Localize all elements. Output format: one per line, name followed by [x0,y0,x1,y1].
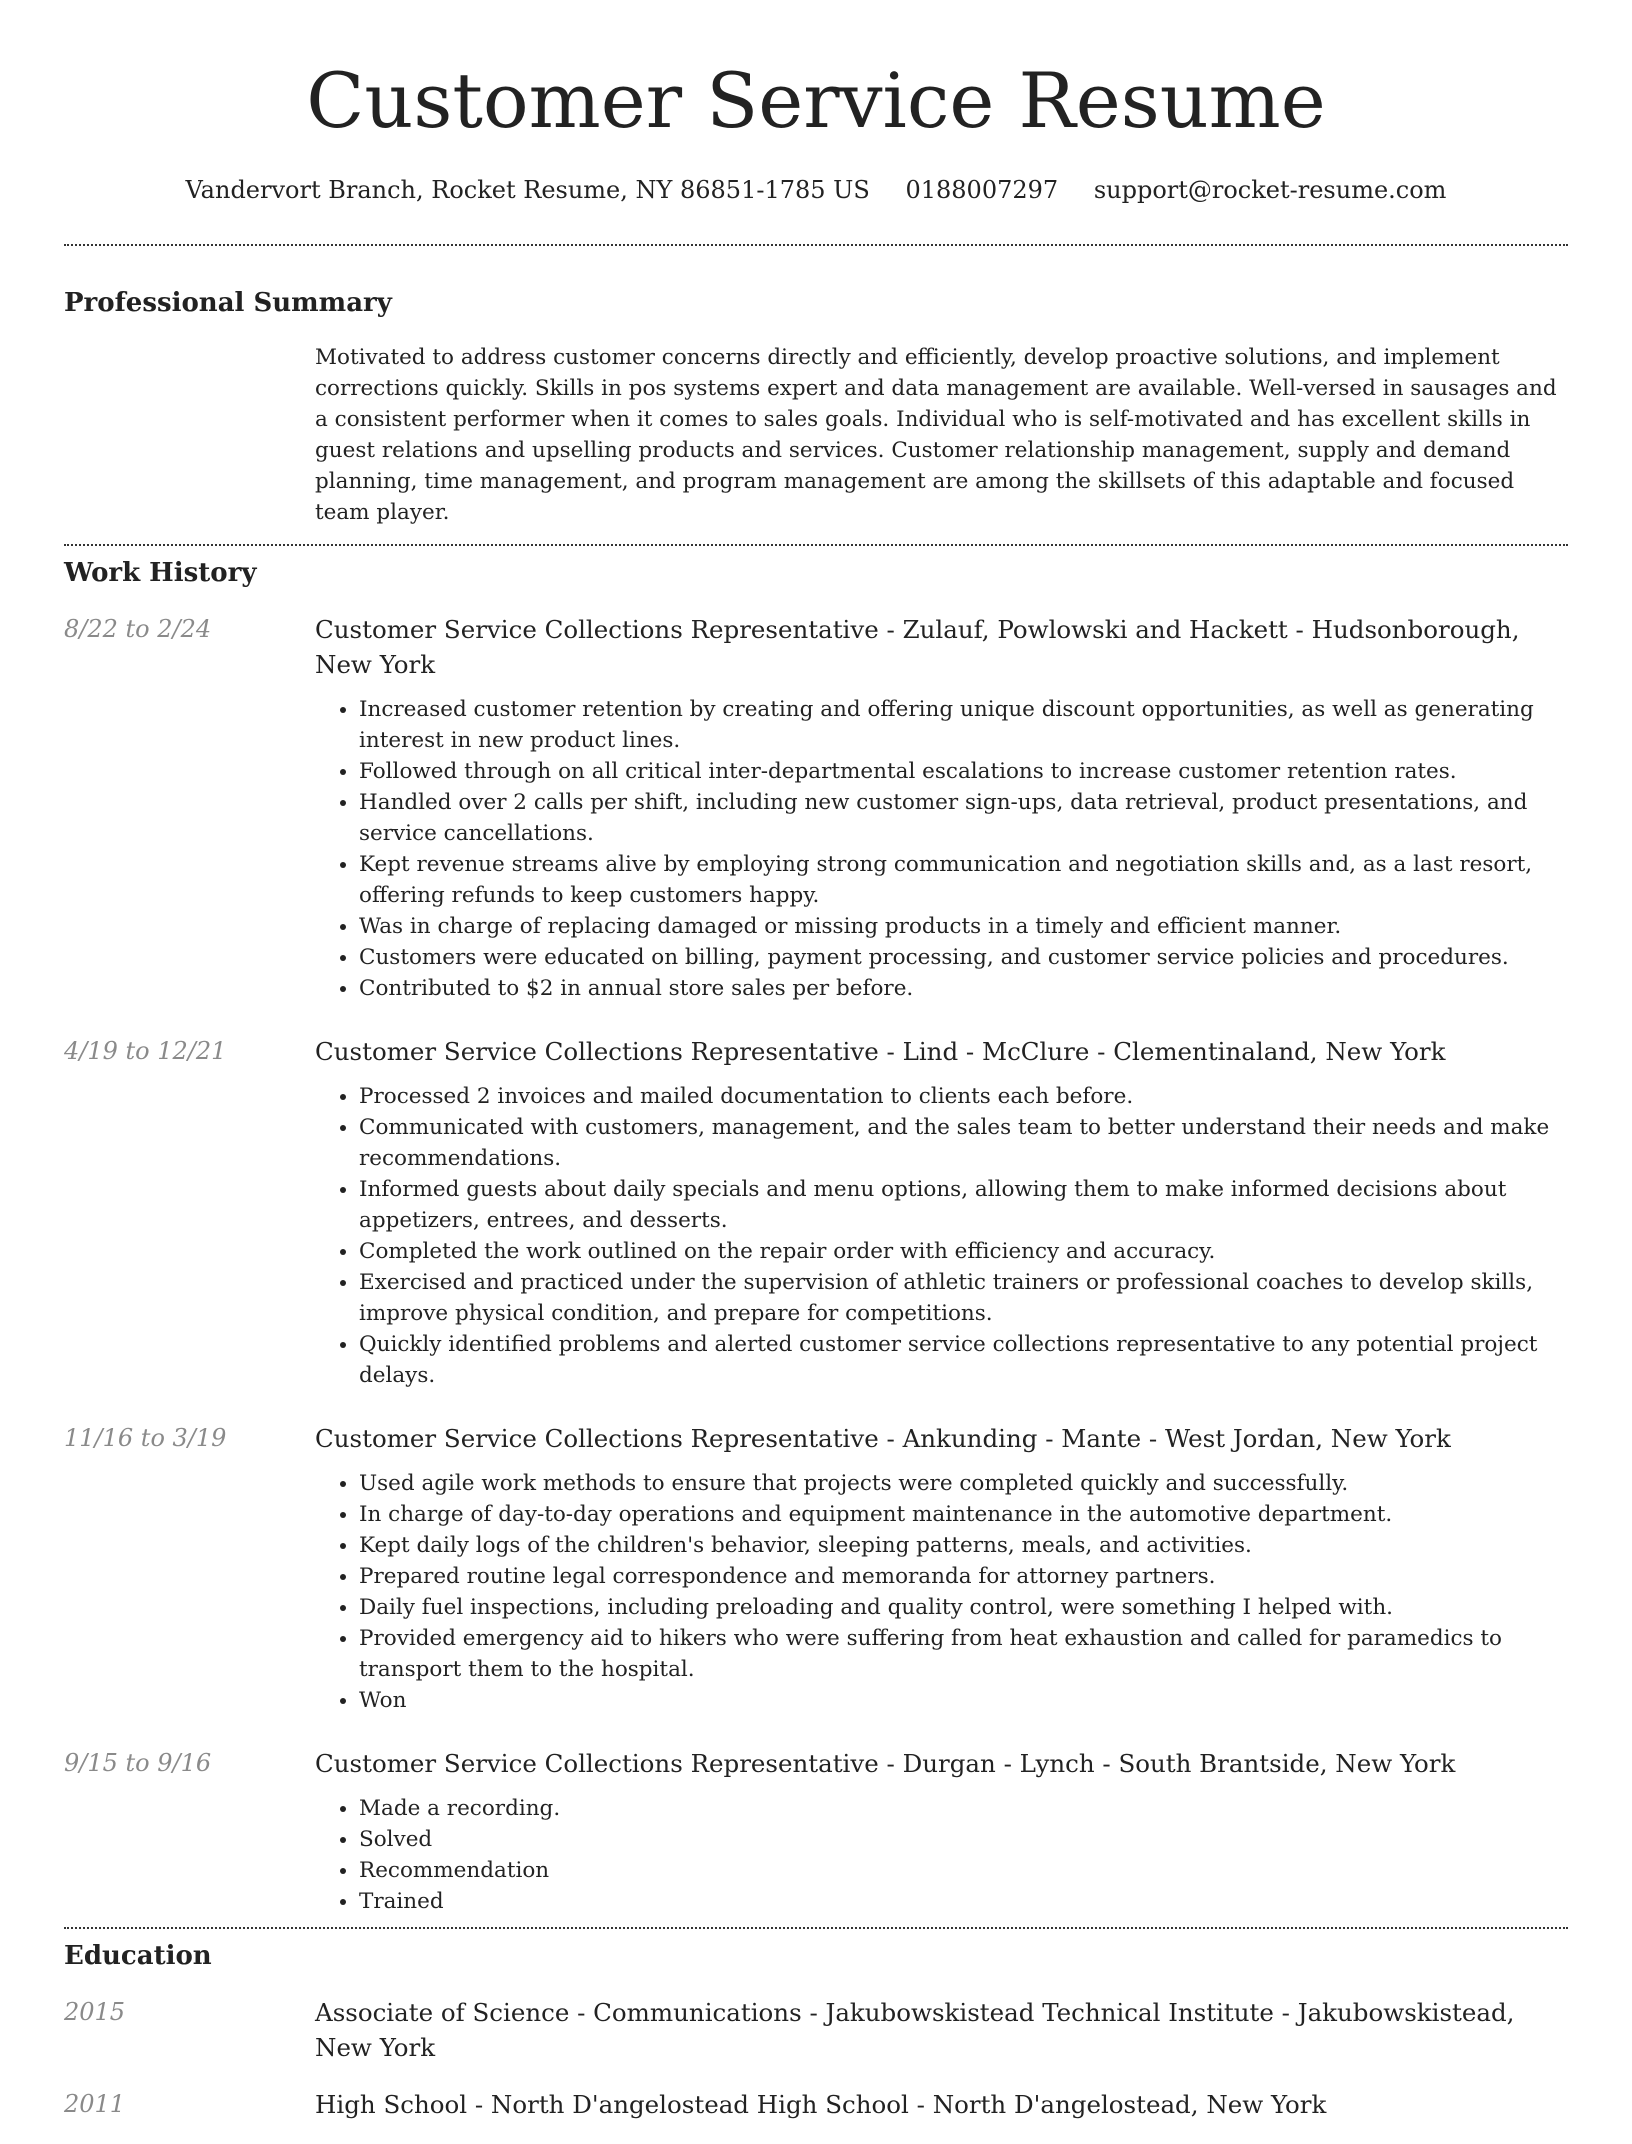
job-bullet: • Quickly identified problems and alerted customer service collections representative to any potential project delays. [359,1329,1568,1391]
education-heading: Associate of Science - Communications - Jakubowskistead Technical Institute - Jakubowskistead, New York [315,1998,1515,2062]
job-bullets [315,1793,1568,1917]
education-title: Education [64,1941,212,1971]
job-bullet: • In charge of day-to-day operations and equipment maintenance in the automotive department. [359,1499,1568,1530]
job-entry [64,612,1568,1004]
job-bullet: • Increased customer retention by creating and offering unique discount opportunities, as well as generating interest in new product lines. [359,694,1568,756]
summary-section [64,286,1568,528]
job-dates: 4/19 to 12/21 [64,1037,227,1065]
job-bullet: • Informed guests about daily specials and menu options, allowing them to make informed decisions about appetizers, entrees, and desserts. [359,1174,1568,1236]
education-entry [64,2087,1568,2122]
divider [64,544,1568,546]
job-bullet: • Kept daily logs of the children's behavior, sleeping patterns, meals, and activities. [359,1530,1568,1561]
contact-address: Vandervort Branch, Rocket Resume, NY 86851-1785 US [185,176,870,204]
job-bullet: • Completed the work outlined on the repair order with efficiency and accuracy. [359,1236,1568,1267]
education-body [315,1995,1568,2065]
job-bullet: • Used agile work methods to ensure that projects were completed quickly and successfully. [359,1468,1568,1499]
job-bullets [315,1468,1568,1716]
job-bullet: • Handled over 2 calls per shift, including new customer sign-ups, data retrieval, product presentations, and service cancellations. [359,787,1568,849]
job-bullet: • Prepared routine legal correspondence and memoranda for attorney partners. [359,1561,1568,1592]
education-body [315,2087,1568,2122]
education-list [64,1995,1568,2122]
education-section [64,1939,1568,2122]
education-year: 2011 [64,2090,126,2118]
job-bullet: • Kept revenue streams alive by employing strong communication and negotiation skills and, as a last resort, offering refunds to keep customers happy. [359,849,1568,911]
job-entry [64,1034,1568,1391]
job-bullet: • Made a recording. [359,1793,1568,1824]
job-heading: Customer Service Collections Representative - Zulauf, Powlowski and Hackett - Hudsonborough, New York [315,615,1520,679]
job-bullet: • Exercised and practiced under the supervision of athletic trainers or professional coaches to develop skills, improve physical condition, and prepare for competitions. [359,1267,1568,1329]
job-bullets [315,694,1568,1004]
job-dates: 9/15 to 9/16 [64,1749,212,1777]
job-dates: 11/16 to 3/19 [64,1424,227,1452]
job-bullet: • Solved [359,1824,1568,1855]
job-heading: Customer Service Collections Representative - Ankunding - Mante - West Jordan, New York [315,1424,1451,1453]
contact-line [64,174,1568,206]
education-entry [64,1995,1568,2065]
contact-phone: 0188007297 [905,176,1059,204]
job-bullets [315,1081,1568,1391]
resume-title: Customer Service Resume [306,56,1326,145]
work-history-section [64,556,1568,1917]
education-heading: High School - North D'angelostead High School - North D'angelostead, New York [315,2090,1327,2119]
job-heading: Customer Service Collections Representative - Durgan - Lynch - South Brantside, New York [315,1749,1456,1778]
job-body [315,1421,1568,1716]
job-body [315,1746,1568,1917]
job-bullet: • Was in charge of replacing damaged or missing products in a timely and efficient manner. [359,911,1568,942]
job-list [64,612,1568,1917]
education-year: 2015 [64,1998,126,2026]
contact-email: support@rocket-resume.com [1093,176,1447,204]
resume-page [64,0,1568,2144]
job-bullet: • Won [359,1685,1568,1716]
summary-text: Motivated to address customer concerns directly and efficiently, develop proactive solutions, and implement corrections quickly. Skills in pos systems expert and data management are available. Well-versed in sausages and a consistent performer when it comes to sales goals. Individual who is self-motivated and has excellent skills in guest relations and upselling products and services. Customer relationship management, supply and demand planning, time management, and program management are among the skillsets of this adaptable and focused team player. [315,345,1557,525]
job-bullet: • Contributed to $2 in annual store sales per before. [359,973,1568,1004]
job-bullet: • Followed through on all critical inter-departmental escalations to increase customer retention rates. [359,756,1568,787]
work-history-title: Work History [64,558,257,588]
job-entry [64,1421,1568,1716]
job-bullet: • Communicated with customers, management, and the sales team to better understand their needs and make recommendations. [359,1112,1568,1174]
summary-title: Professional Summary [64,288,392,318]
divider [64,244,1568,246]
job-dates: 8/22 to 2/24 [64,615,212,643]
job-bullet: • Provided emergency aid to hikers who were suffering from heat exhaustion and called for paramedics to transport them to the hospital. [359,1623,1568,1685]
job-bullet: • Recommendation [359,1855,1568,1886]
job-body [315,612,1568,1004]
job-entry [64,1746,1568,1917]
job-bullet: • Daily fuel inspections, including preloading and quality control, were something I helped with. [359,1592,1568,1623]
job-bullet: • Customers were educated on billing, payment processing, and customer service policies and procedures. [359,942,1568,973]
job-heading: Customer Service Collections Representative - Lind - McClure - Clementinaland, New York [315,1037,1446,1066]
divider [64,1927,1568,1929]
job-bullet: • Processed 2 invoices and mailed documentation to clients each before. [359,1081,1568,1112]
job-body [315,1034,1568,1391]
job-bullet: • Trained [359,1886,1568,1917]
